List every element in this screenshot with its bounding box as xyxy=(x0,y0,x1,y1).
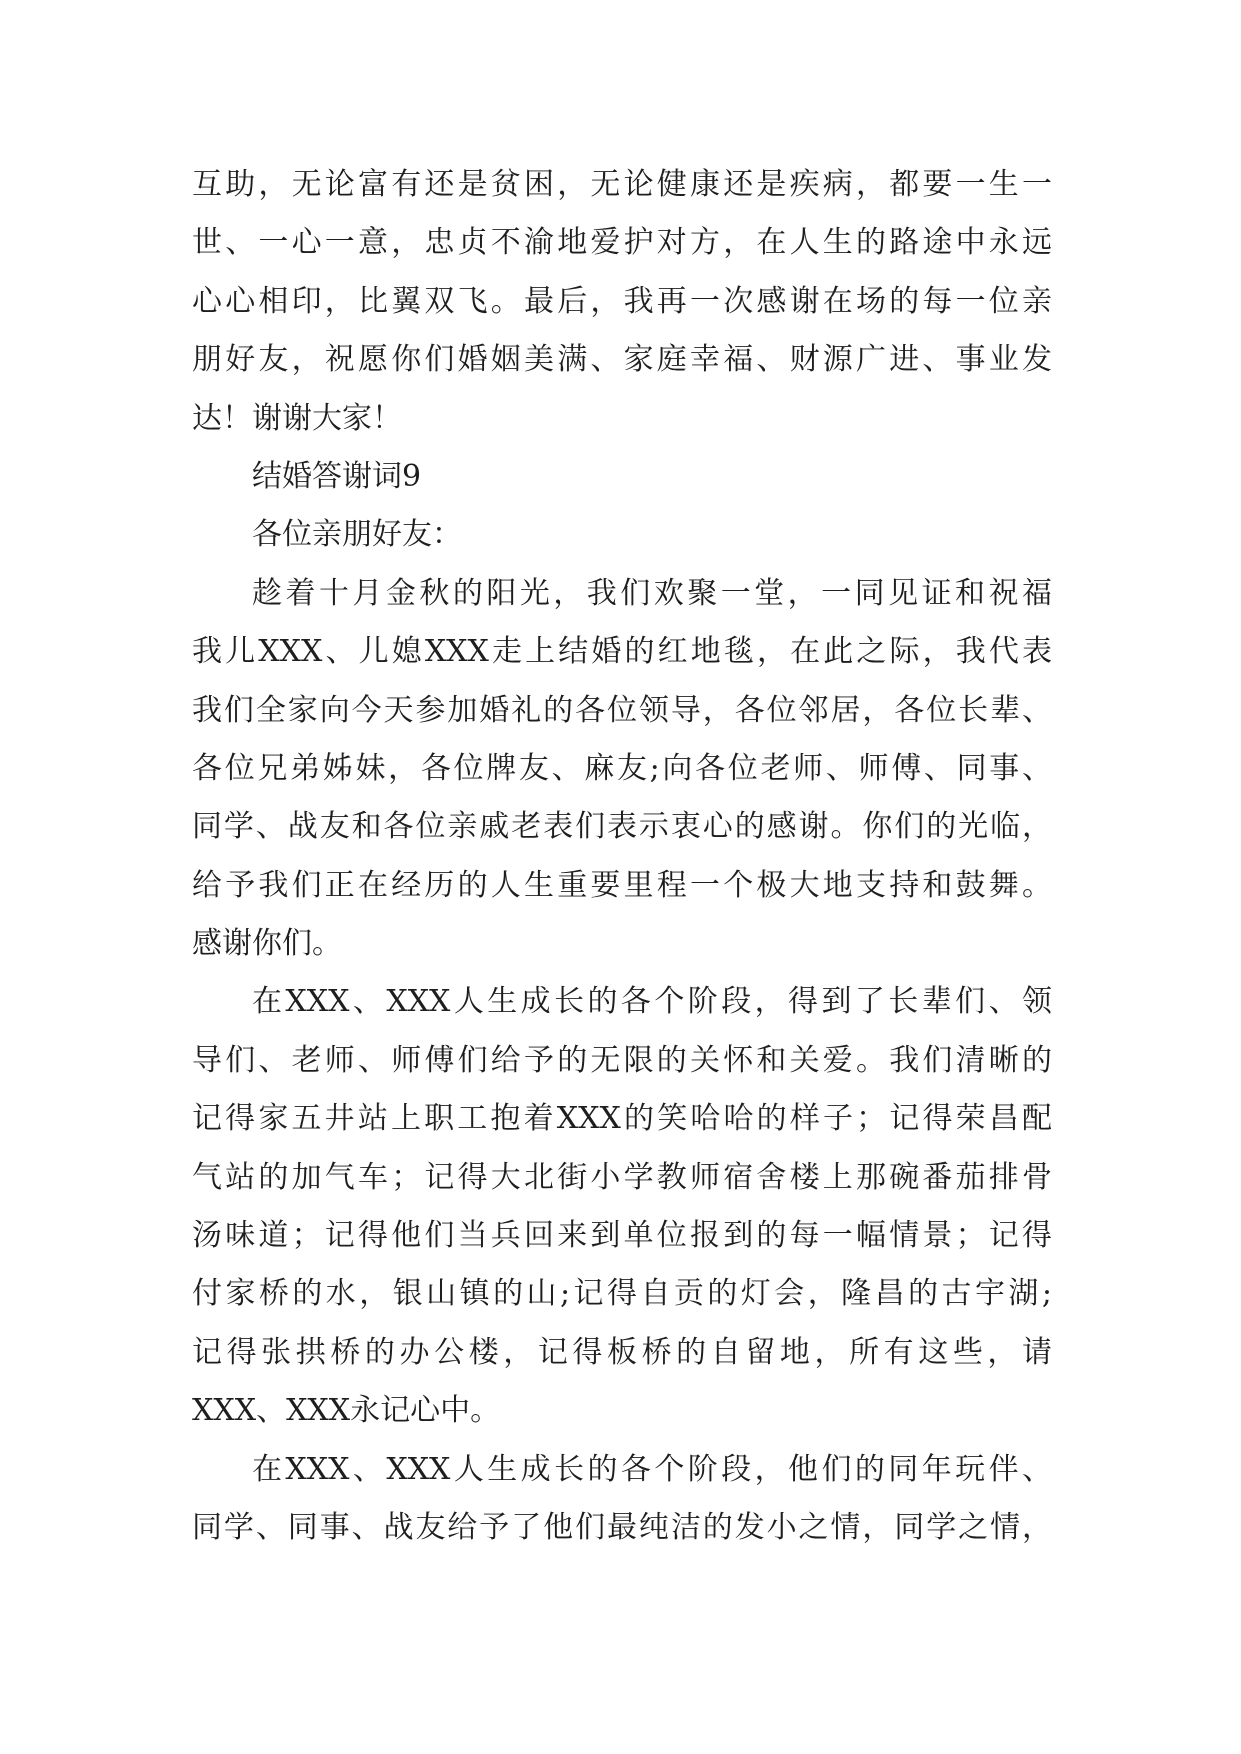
text-line: 世、一心一意，忠贞不渝地爱护对方，在人生的路途中永远 xyxy=(192,225,1052,261)
text-line: 记得家五井站上职工抱着XXX的笑哈哈的样子；记得荣昌配 xyxy=(192,1101,1052,1137)
text-line: 我们全家向今天参加婚礼的各位领导，各位邻居，各位长辈、 xyxy=(192,692,1052,728)
text-line: 付家桥的水，银山镇的山;记得自贡的灯会，隆昌的古宇湖; xyxy=(192,1276,1052,1312)
text-line: 给予我们正在经历的人生重要里程一个极大地支持和鼓舞。 xyxy=(192,867,1052,903)
text-line: 在XXX、XXX人生成长的各个阶段，得到了长辈们、领 xyxy=(252,984,1052,1020)
text-line: 汤味道；记得他们当兵回来到单位报到的每一幅情景；记得 xyxy=(192,1218,1052,1254)
text-line: 朋好友，祝愿你们婚姻美满、家庭幸福、财源广进、事业发 xyxy=(192,342,1052,378)
salutation xyxy=(192,506,1052,564)
text-line: 互助，无论富有还是贫困，无论健康还是疾病，都要一生一 xyxy=(192,167,1052,202)
text-line: 同学、同事、战友给予了他们最纯洁的发小之情，同学之情， xyxy=(192,1509,1052,1545)
paragraph-closing-remarks xyxy=(192,156,1052,448)
text-line: 导们、老师、师傅们给予的无限的关怀和关爱。我们清晰的 xyxy=(192,1042,1052,1078)
text-line: 记得张拱桥的办公楼，记得板桥的自留地，所有这些，请 xyxy=(192,1334,1052,1370)
text-line: 达！谢谢大家！ xyxy=(192,400,402,436)
document-body xyxy=(192,156,1052,1557)
text-line: 在XXX、XXX人生成长的各个阶段，他们的同年玩伴、 xyxy=(252,1451,1052,1487)
paragraph-friends xyxy=(192,1441,1052,1558)
paragraph-memories xyxy=(192,973,1052,1440)
text-line: 心心相印，比翼双飞。最后，我再一次感谢在场的每一位亲 xyxy=(192,283,1052,319)
salutation-text: 各位亲朋好友： xyxy=(252,517,462,553)
text-line: 同学、战友和各位亲戚老表们表示衷心的感谢。你们的光临， xyxy=(192,809,1052,845)
paragraph-thanks xyxy=(192,565,1052,974)
text-line: 气站的加气车；记得大北街小学教师宿舍楼上那碗番茄排骨 xyxy=(192,1159,1052,1195)
text-line: XXX、XXX永记心中。 xyxy=(192,1393,501,1429)
text-line: 感谢你们。 xyxy=(192,926,342,962)
section-title xyxy=(192,448,1052,506)
text-line: 我儿XXX、儿媳XXX走上结婚的红地毯，在此之际，我代表 xyxy=(192,634,1052,670)
text-line: 趁着十月金秋的阳光，我们欢聚一堂，一同见证和祝福 xyxy=(252,575,1052,611)
section-title-text: 结婚答谢词9 xyxy=(252,458,422,494)
text-line: 各位兄弟姊妹，各位牌友、麻友;向各位老师、师傅、同事、 xyxy=(192,750,1052,786)
